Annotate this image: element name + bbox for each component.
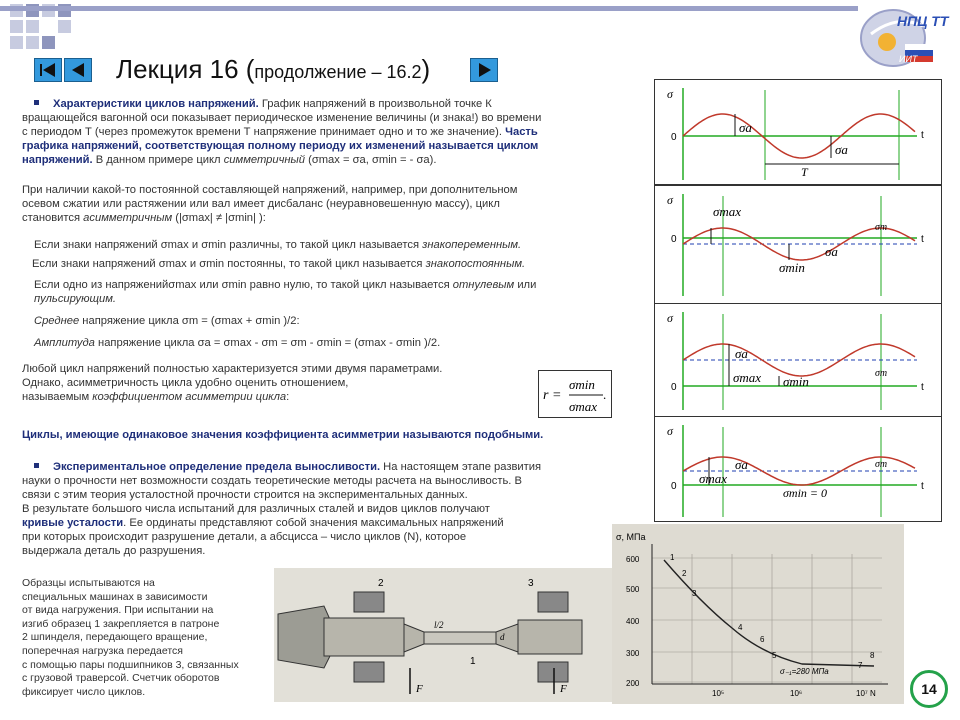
fatigue-curve-chart [612,524,904,704]
svg-text:3: 3 [528,578,534,589]
svg-text:600: 600 [626,555,640,564]
alternating-cycle-plot [654,185,942,305]
svg-text:σm: σm [875,459,888,470]
svg-text:НПЦ ТТ: НПЦ ТТ [897,13,949,29]
svg-text:10⁷ N: 10⁷ N [856,689,876,698]
svg-text:10⁶: 10⁶ [790,689,803,698]
svg-text:r =: r = [543,388,562,403]
test-machine-drawing [274,568,612,702]
svg-text:t: t [921,481,924,492]
similar-cycles-conclusion: Циклы, имеющие одинаковое значения коэффициента асимметрии называются подобными. [22,429,544,441]
svg-text:1: 1 [470,656,476,667]
svg-text:σa: σa [735,346,748,361]
svg-text:10⁵: 10⁵ [712,689,725,698]
svg-text:σmax: σmax [713,204,742,219]
svg-text:300: 300 [626,649,640,658]
svg-text:F: F [560,683,567,695]
svg-text:σa: σa [825,244,838,259]
svg-text:0: 0 [671,132,677,143]
constant-sign-cycle-plot [654,303,942,417]
next-page-icon [471,59,497,81]
page-number: 14 [910,670,948,708]
svg-text:σ: σ [667,87,673,101]
svg-text:σmax: σmax [733,370,762,385]
svg-text:l/2: l/2 [434,620,444,630]
top-rule [0,6,858,11]
svg-text:0: 0 [671,382,677,393]
svg-text:σmax: σmax [569,399,598,414]
svg-text:d: d [500,632,505,642]
svg-text:F: F [416,683,423,695]
svg-text:3: 3 [692,589,697,598]
paragraph-asymmetric: При наличии какой-то постоянной составляющей напряжений, например, при дополнительном осевом сжатии или растяжении или вал имеет дисбаланс (неуравновешенную массу), цикл становится асимметричным (|σmax| ≠ |σmin| ): [22,184,518,224]
svg-text:t: t [921,130,924,141]
svg-text:2: 2 [682,569,687,578]
svg-text:σmax: σmax [699,471,728,486]
amplitude-text: Амплитуда напряжение цикла σa = σmax - σm = σm - σmin = (σmax - σmin )/2. [34,337,441,349]
next-page-button[interactable] [470,58,498,82]
svg-text:σ: σ [667,311,673,325]
paragraph-ratio: Любой цикл напряжений полностью характеризуется этими двумя параметрами. Однако, асимметричность цикла удобно оценить отношением, называемым коэффициентом асимметрии цикла: [22,363,443,403]
svg-text:4: 4 [738,623,743,632]
svg-text:t: t [921,382,924,393]
asymmetry-formula [538,370,612,418]
symmetric-cycle-plot [654,79,942,185]
svg-text:5: 5 [772,651,777,660]
first-page-icon [35,59,61,81]
svg-text:T: T [801,165,808,179]
svg-text:σmin: σmin [569,377,595,392]
svg-text:σm: σm [875,222,888,233]
svg-text:σ, МПа: σ, МПа [616,532,646,542]
section-1: Характеристики циклов напряжений. График напряжений в произвольной точке К вращающейся вагонной оси показывает периодическое изменение величины (и знака!) во времени с периодом Т (через промежуток времени Т напряжение принимает одно и то же значение). Часть графика напряжений, соответствующая полному периоду их изменений называется циклом напряжений. В данном примере цикл симметричный (σmax = σa, σmin = - σa). [22,98,542,166]
svg-text:7: 7 [858,661,863,670]
prev-page-button[interactable] [64,58,92,82]
svg-text:σa: σa [835,142,848,157]
svg-text:400: 400 [626,617,640,626]
svg-text:σm: σm [875,368,888,379]
mean-stress-text: Среднее напряжение цикла σm = (σmax + σmin )/2: [34,315,300,327]
test-machine-description: Образцы испытываются на специальных машинах в зависимости от вида нагружения. При испытании на изгиб образец 1 закрепляется в патроне 2 шпинделя, передающего вращение, поперечная нагрузка передается с помощью пары подшипников 3, связанных с грузовой траверсой. Счетчик оборотов фиксирует число циклов. [22,577,239,698]
zero-cycle-text: Если одно из напряженийσmax или σmin равно нулю, то такой цикл называется отнулевым или пульсирующим. [34,279,537,305]
svg-text:1: 1 [670,553,675,562]
svg-text:σ: σ [667,424,673,438]
zero-to-max-cycle-plot [654,416,942,522]
logo [857,4,949,70]
first-page-button[interactable] [34,58,62,82]
svg-text:2: 2 [378,578,384,589]
svg-text:σ: σ [667,193,673,207]
svg-text:σmin: σmin [783,374,809,389]
svg-text:.: . [603,387,607,402]
svg-text:σmin: σmin [779,260,805,275]
page-title: Лекция 16 (продолжение – 16.2) [116,54,431,84]
svg-text:200: 200 [626,679,640,688]
svg-text:0: 0 [671,234,677,245]
svg-text:σ₋₁=280 МПа: σ₋₁=280 МПа [780,667,829,676]
svg-text:t: t [921,234,924,245]
svg-text:500: 500 [626,585,640,594]
svg-text:σa: σa [739,120,752,135]
svg-text:8: 8 [870,651,875,660]
svg-text:σmin = 0: σmin = 0 [783,486,828,500]
sign-alternating-text: Если знаки напряжений σmax и σmin различны, то такой цикл называется знакопеременным. [34,239,522,251]
svg-text:ИИТ: ИИТ [899,54,918,64]
svg-text:6: 6 [760,635,765,644]
svg-text:σa: σa [735,457,748,472]
svg-text:0: 0 [671,481,677,492]
sign-constant-text: Если знаки напряжений σmax и σmin постоянны, то такой цикл называется знакопостоянным. [32,258,526,270]
prev-page-icon [65,59,91,81]
section-2: Экспериментальное определение предела выносливости. На настоящем этапе развития науки о прочности нет возможности создать теоретические методы расчета на выносливость. В связи с этим теория усталостной прочности строится на экспериментальных данных. В результате большого числа испытаний для различных сталей и видов циклов получают кривые усталости. Ее ординаты представляют собой значения максимальных напряжений при которых происходит разрушение детали, а абсцисса – число циклов (N), которое выдержала деталь до разрушения. [22,461,542,557]
